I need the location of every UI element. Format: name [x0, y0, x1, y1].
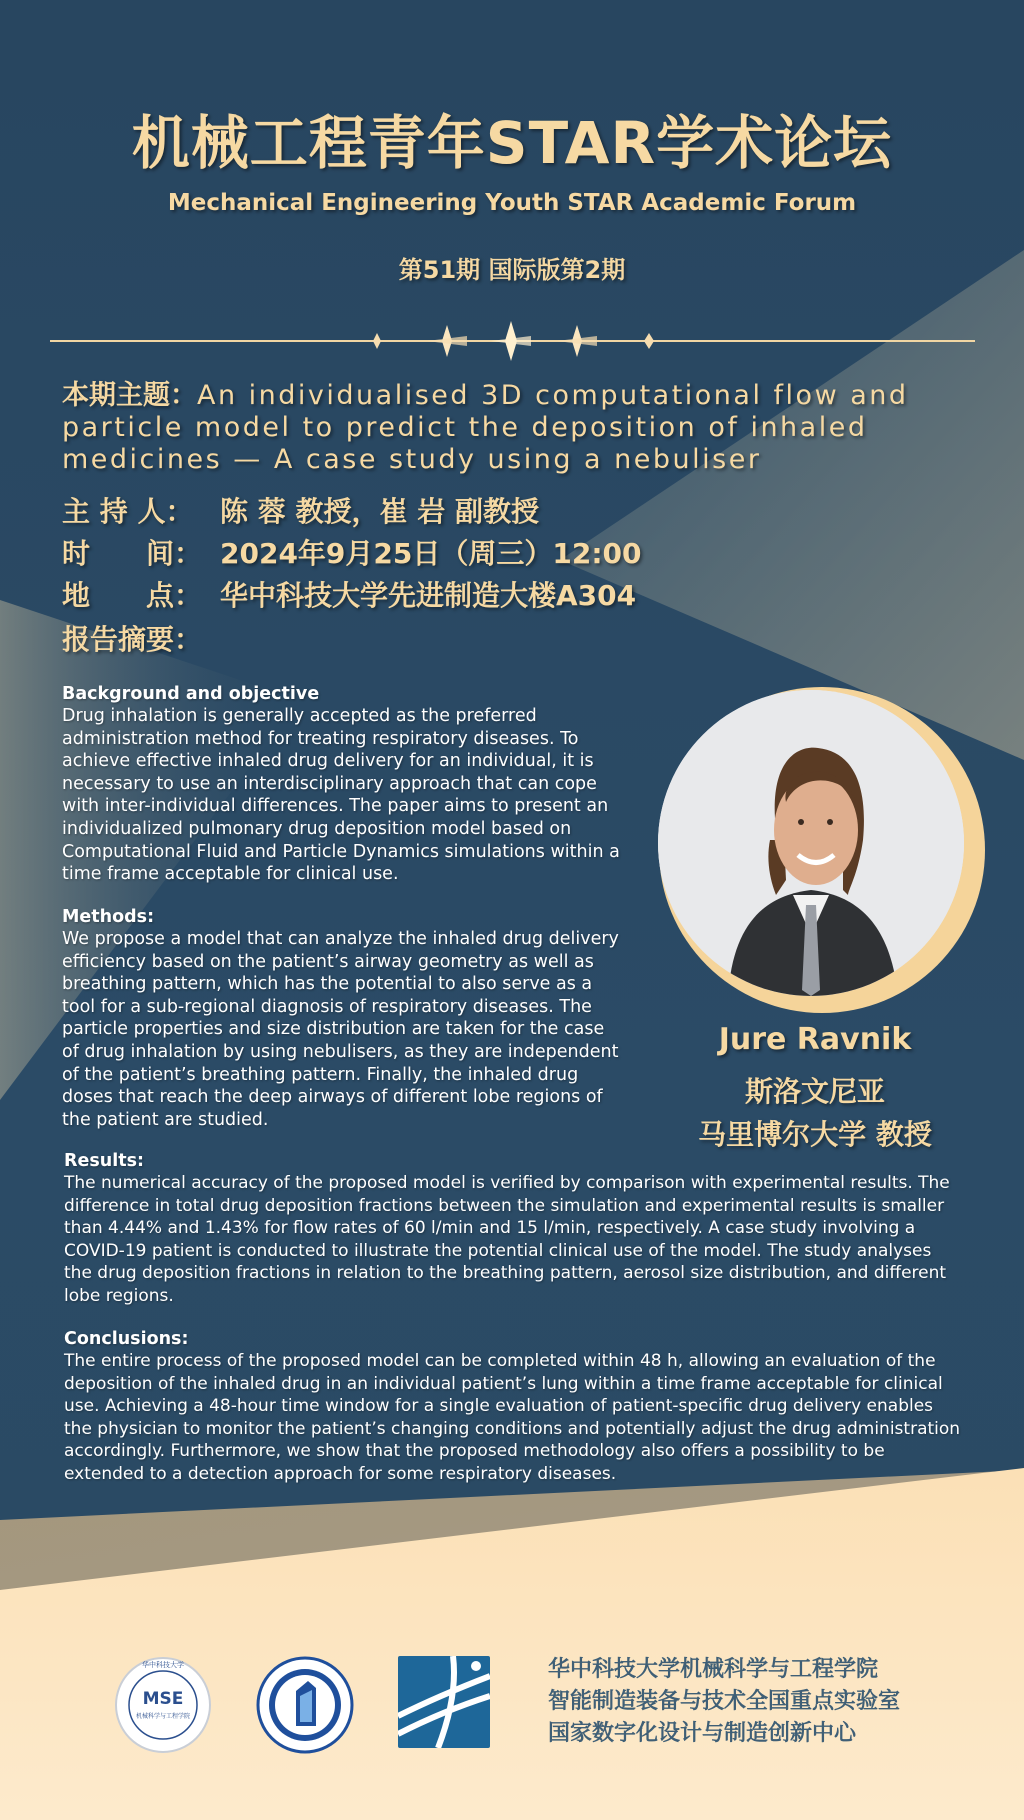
- speaker-portrait-icon: [658, 690, 964, 996]
- issue-number: 第51期 国际版第2期: [398, 256, 626, 284]
- abstract-label: 报告摘要：: [62, 623, 203, 656]
- methods-heading: Methods:: [62, 907, 155, 927]
- background-section: [62, 683, 622, 886]
- organizer-1: 华中科技大学机械科学与工程学院: [548, 1657, 879, 1682]
- background-text: Drug inhalation is generally accepted as the preferred administration method for treating respiratory diseases. To achieve effective inhaled drug delivery for an individual, it is necessary to use an interdisciplinary approach that can cope with inter-individual differences. The paper aims to present an individualized pulmonary drug deposition model based on Computational Fluid and Particle Dynamics simulations within a time frame acceptable for clinical use.: [62, 706, 620, 885]
- place-value: 华中科技大学先进制造大楼A304: [220, 579, 637, 612]
- host-label: 主 持 人：: [62, 495, 194, 528]
- divider: [50, 321, 975, 361]
- topic-label: 本期主题：: [62, 380, 197, 411]
- logo-cn-name: 机械科学与工程学院: [135, 1713, 191, 1720]
- place-label: 地 点：: [62, 579, 203, 612]
- time-label: 时 间：: [62, 537, 203, 570]
- topic-value: An individualised 3D computational flow and particle model to predict the deposition of inhaled medicines — A case study using a nebuliser: [62, 380, 909, 475]
- logo-university-name: 华中科技大学: [142, 1661, 184, 1669]
- place-row: [62, 579, 636, 613]
- speaker-affiliation: 马里博尔大学 教授: [698, 1118, 932, 1151]
- speaker-name: Jure Ravnik: [718, 1022, 912, 1057]
- hust-mse-logo-icon: [114, 1656, 212, 1754]
- conclusions-text: The entire process of the proposed model can be completed within 48 h, allowing an evaluation of the deposition of the inhaled drug in an individual patient’s lung within a time frame acceptable for clinical use. Achieving a 48-hour time window for a single evaluation of patient-specific drug delivery enables the physician to monitor the patient’s changing conditions and potentially adjust the drug administration accordingly. Furthermore, we show that the proposed methodology also offers a possibility to be extended to a detection approach for some respiratory diseases.: [64, 1351, 961, 1484]
- results-text: The numerical accuracy of the proposed model is verified by comparison with experimental results. The difference in total drug deposition fractions between the simulation and experimental results is smaller than 4.44% and 1.43% for flow rates of 60 l/min and 15 l/min, respectively. A case study involving a COVID-19 patient is conducted to illustrate the potential clinical use of the model. The study analyses the drug deposition fractions in relation to the breathing pattern, aerosol size distribution, and different lobe regions.: [64, 1173, 950, 1306]
- organizer-2: 智能制造装备与技术全国重点实验室: [548, 1689, 901, 1714]
- background-heading: Background and objective: [62, 684, 320, 704]
- conclusions-heading: Conclusions:: [64, 1329, 189, 1349]
- time-row: [62, 537, 642, 571]
- organizer-list: [548, 1654, 900, 1750]
- host-value: 陈 蓉 教授，崔 岩 副教授: [220, 495, 539, 528]
- topic-row: [62, 380, 967, 476]
- innovation-center-logo-icon: [398, 1656, 490, 1748]
- conclusions-section: [64, 1328, 964, 1486]
- methods-text: We propose a model that can analyze the inhaled drug delivery efficiency based on the patient’s airway geometry as well as breathing pattern, which has the potential to also serve as a tool for a sub-regional diagnosis of respiratory diseases. The particle properties and size distribution are taken for the case of drug inhalation by using nebulisers, as they are independent of the patient’s breathing pattern. Finally, the inhaled drug doses that reach the deep airways of different lobe regions of the patient are studied.: [62, 929, 619, 1130]
- page-subtitle: Mechanical Engineering Youth STAR Academic Forum: [167, 190, 857, 216]
- host-row: [62, 495, 539, 529]
- speaker-photo: [658, 690, 964, 996]
- organizer-3: 国家数字化设计与制造创新中心: [548, 1721, 857, 1746]
- methods-section: [62, 906, 622, 1131]
- speaker-country: 斯洛文尼亚: [744, 1075, 885, 1108]
- page-title: 机械工程青年STAR学术论坛: [131, 109, 893, 177]
- bg-light-wedge-right: [560, 250, 1024, 760]
- logo-abbr: MSE: [142, 1689, 184, 1709]
- results-heading: Results:: [64, 1151, 144, 1171]
- results-section: [64, 1150, 964, 1308]
- state-key-lab-logo-icon: [256, 1656, 354, 1754]
- time-value: 2024年9月25日（周三）12:00: [220, 537, 642, 570]
